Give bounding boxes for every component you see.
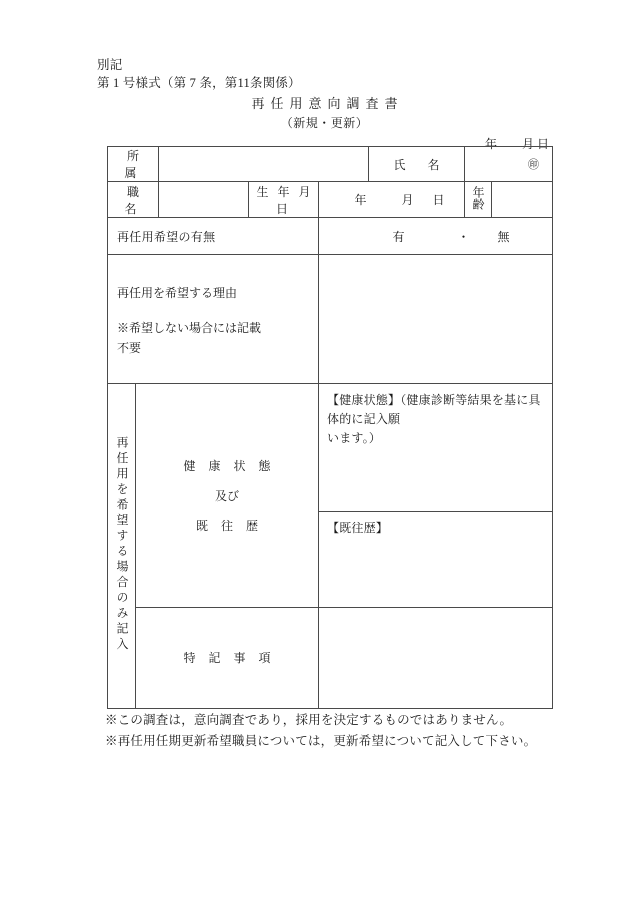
position-input[interactable] [159,182,249,218]
date-year-label: 年 [484,137,497,151]
reason-input[interactable] [319,255,553,384]
health-prompt-line2: います。） [327,431,382,445]
health-prompt-line1: 【健康状態】（健康診断等結果を基に具体的に記入願 [327,393,541,426]
table-row-affiliation [108,147,553,182]
document-subtitle: （新規・更新） [280,116,369,130]
page-title: 再任用意向調査書 [251,96,404,111]
affiliation-input[interactable] [159,147,369,182]
annex-label: 別記 [97,58,123,72]
form-number: 第 1 号様式（第 7 条，第11条関係） [97,76,301,90]
footer-note-1: ※この調査は，意向調査であり，採用を決定するものではありません。 [105,713,513,727]
age-label [465,182,492,218]
wish-option-separator: ・ [457,229,470,244]
birth-day-label: 日 [432,193,445,207]
seal-stamp-icon: ㊞ [528,159,540,171]
fullname-input[interactable] [465,147,553,182]
fullname-label: 氏 名 [369,147,465,182]
conditional-section-vertical-label [108,384,136,709]
health-status-input[interactable] [319,384,553,512]
birth-year-label: 年 [354,193,367,207]
position-label: 職 名 [108,182,159,218]
table-row-wish [108,218,553,255]
reason-label-line1: 再任用を希望する理由 [117,286,238,300]
date-month-label: 月 [521,137,534,151]
remarks-input[interactable] [319,608,553,709]
wish-option-yes[interactable]: 有 [392,229,405,244]
date-day-label: 日 [536,137,549,151]
conditional-section-vertical-text: 再任用を希望する場合のみ記入 [115,435,129,653]
reason-label-line3: 不要 [117,341,142,355]
footer-notes [105,710,575,752]
health-label-line1: 健 康 状 態 [183,458,276,473]
table-row-health [108,384,553,512]
reason-label-line2: ※希望しない場合には記載 [117,321,262,335]
birthdate-label: 生 年 月 日 [249,182,319,218]
table-row-remarks [108,608,553,709]
birth-month-label: 月 [401,193,414,207]
health-label-line2: 及び [215,488,240,503]
reason-label-spacer [117,306,318,318]
affiliation-label: 所 属 [108,147,159,182]
document-header [97,57,557,151]
medical-history-input[interactable] [319,512,553,608]
survey-form-table [107,146,553,709]
history-prompt: 【既往歴】 [327,521,389,535]
footer-note-2: ※再任用任期更新希望職員については，更新希望について記入して下さい。 [105,734,537,748]
table-row-reason [108,255,553,384]
age-label-text: 年齢 [471,186,486,210]
reason-label [108,255,319,384]
health-history-label [136,384,319,608]
age-input[interactable] [492,182,553,218]
remarks-label: 特 記 事 項 [136,608,319,709]
birthdate-input[interactable] [319,182,465,218]
wish-options[interactable] [319,218,553,255]
health-label-line3: 既 往 歴 [196,518,264,533]
wish-label: 再任用希望の有無 [108,218,319,255]
table-row-position [108,182,553,218]
wish-option-no[interactable]: 無 [497,229,510,244]
